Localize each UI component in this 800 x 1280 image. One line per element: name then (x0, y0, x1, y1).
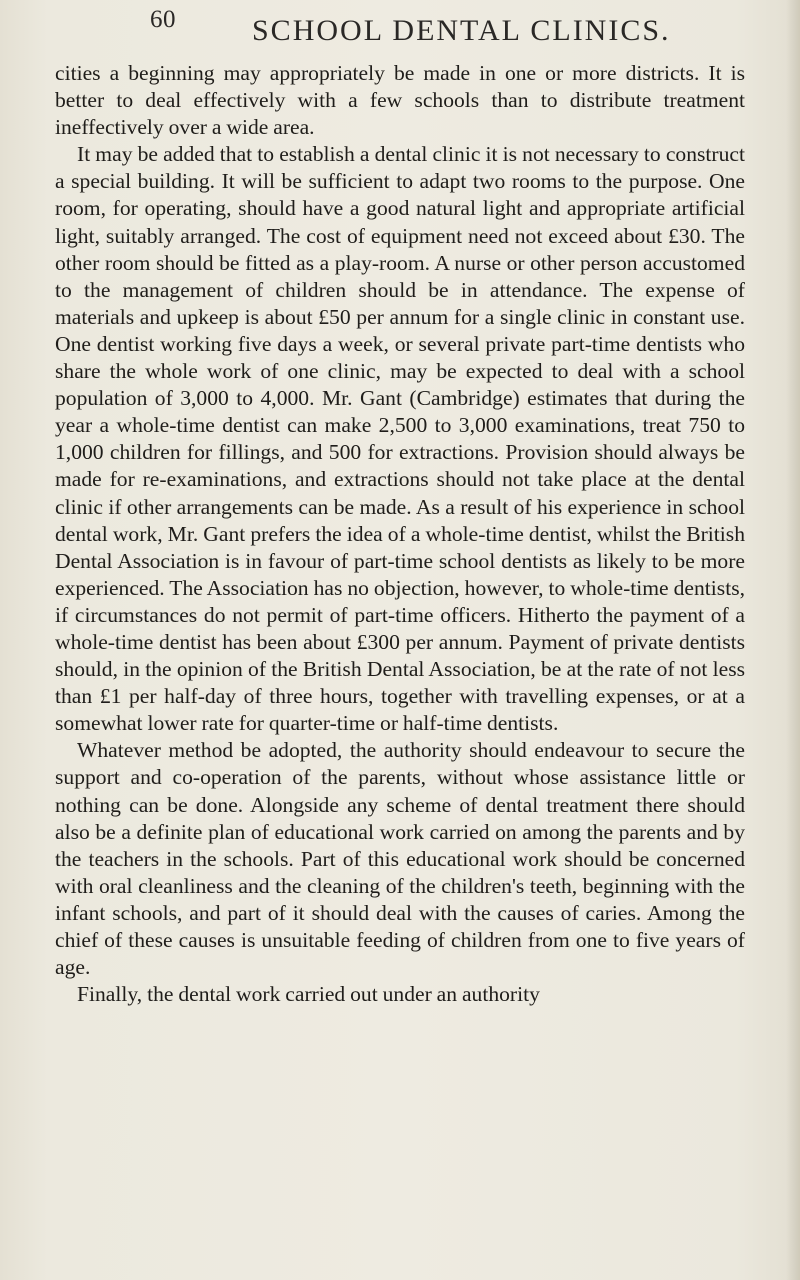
paragraph: cities a beginning may appropriately be made in one or more districts. It is better to deal effectively with a few schools than to distribute treatment ineffectively over a wide area. (55, 61, 745, 140)
page-edge-shadow (786, 0, 800, 1280)
paragraph: Whatever method be adopted, the authority should endeavour to secure the support and co-operation of the parents, without whose assistance little or nothing can be done. Alongside any scheme of dental treatment there should also be a definite plan of educational work carried on among the parents and by the teachers in the schools. Part of this educational work should be concerned with oral cleanliness and the cleaning of the children's teeth, beginning with the infant schools, and part of it should deal with the causes of caries. Among the chief of these causes is unsuitable feeding of children from one to five years of age. (55, 738, 745, 980)
running-head: SCHOOL DENTAL CLINICS. (252, 14, 671, 47)
paragraph: Finally, the dental work carried out under an authority (77, 982, 540, 1007)
paragraph: It may be added that to establish a dental clinic it is not necessary to construct a special building. It will be sufficient to adapt two rooms to the purpose. One room, for operating, should have a good natural light and appropriate artificial light, suitably arranged. The cost of equipment need not exceed about £30. The other room should be fitted as a play-room. A nurse or other person accustomed to the management of children should be in attendance. The expense of materials and upkeep is about £50 per annum for a single clinic in constant use. One dentist working five days a week, or several private part-time dentists who share the whole work of one clinic, may be expected to deal with a school population of 3,000 to 4,000. Mr. Gant (Cambridge) estimates that during the year a whole-time dentist can make 2,500 to 3,000 examinations, treat 750 to 1,000 children for fillings, and 500 for extractions. Provision should always be made for re-examinations, and extractions should not take place at the dental clinic if other arrangements can be made. As a result of his experience in school dental work, Mr. Gant prefers the idea of a whole-time dentist, whilst the British Dental Association is in favour of part-time school dentists as likely to be more experienced. The Association has no objection, however, to whole-time dentists, if circumstances do not permit of part-time officers. Hitherto the payment of a whole-time dentist has been about £300 per annum. Payment of private dentists should, in the opinion of the British Dental Association, be at the rate of not less than £1 per half-day of three hours, together with travelling expenses, or at a somewhat lower rate for quarter-time or half-time dentists. (55, 142, 745, 736)
page-header (0, 0, 800, 60)
page-number: 60 (150, 6, 176, 33)
body-text (55, 60, 745, 1008)
